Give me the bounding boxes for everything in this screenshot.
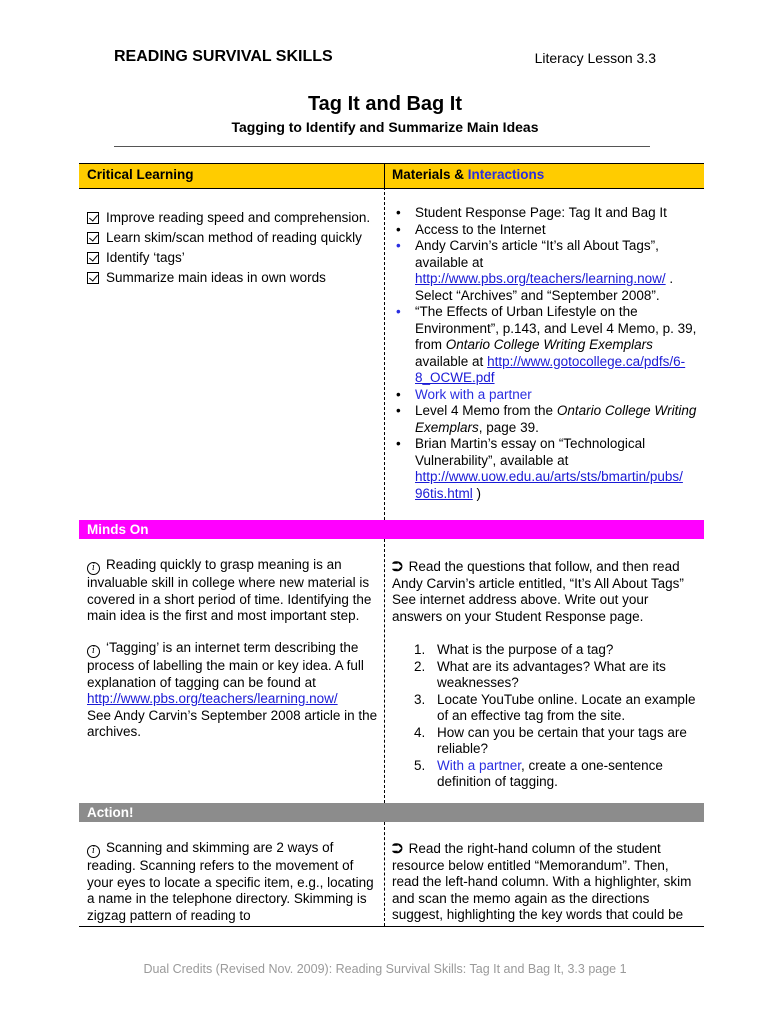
checked-box-icon <box>87 212 99 224</box>
materials-text: ) <box>472 485 482 501</box>
question-item <box>392 758 698 791</box>
uow-link-cont[interactable]: 96tis.html <box>415 485 473 501</box>
materials-text: , page 39. <box>478 419 539 435</box>
question-text: How can you be certain that your tags are reliable? <box>437 724 687 756</box>
materials-heading-prefix: Materials & <box>392 167 468 182</box>
checklist-text: Improve reading speed and comprehension. <box>106 210 371 225</box>
gotocollege-link-cont[interactable]: 8_OCWE.pdf <box>415 370 495 385</box>
minds-on-right <box>392 558 698 791</box>
materials-item <box>392 403 697 436</box>
critical-learning-list <box>87 210 382 290</box>
action-right <box>392 840 698 924</box>
action-heading: Action! <box>87 805 134 820</box>
curved-arrow-icon: ⮊ <box>392 840 403 856</box>
uow-link[interactable]: http://www.uow.edu.au/arts/sts/bmartin/pubs/ <box>415 469 683 484</box>
checklist-text: Learn skim/scan method of reading quickly <box>106 230 362 245</box>
question-number: 2. <box>414 658 426 674</box>
checklist-item <box>87 210 382 227</box>
materials-item <box>392 205 697 222</box>
materials-item <box>392 436 697 502</box>
paragraph-text: Scanning and skimming are 2 ways of reading. Scanning refers to the movement of your eyes to locate a specific item, e.g., locating a name in the telephone directory. Skimming is zigzag pattern of reading to <box>87 840 374 923</box>
question-text: What are its advantages? What are its weaknesses? <box>437 658 666 690</box>
paragraph-text: See Andy Carvin’s September 2008 article in the archives. <box>87 707 378 739</box>
bullet-icon: • <box>396 221 401 237</box>
bullet-icon: • <box>396 403 401 418</box>
question-number: 1. <box>414 642 426 657</box>
page-footer: Dual Credits (Revised Nov. 2009): Reading Survival Skills: Tag It and Bag It, 3.3 page 1 <box>143 962 627 976</box>
materials-item <box>392 238 697 304</box>
checklist-text: Summarize main ideas in own words <box>106 270 326 285</box>
book-title: Ontario College Writing Exemplars <box>445 337 653 352</box>
curved-arrow-icon: ⮊ <box>392 558 403 574</box>
critical-learning-band <box>79 163 704 189</box>
title-rule <box>114 146 650 147</box>
checked-box-icon <box>87 232 99 244</box>
minds-on-instruction <box>392 558 698 625</box>
materials-text: available at <box>415 353 488 369</box>
materials-item <box>392 387 697 404</box>
materials-text: Level 4 Memo from the <box>415 403 557 418</box>
checklist-item <box>87 250 382 267</box>
critical-learning-heading: Critical Learning <box>87 167 194 182</box>
question-number: 5. <box>414 757 426 773</box>
instruction-text: Read the questions that follow, and then read Andy Carvin’s article entitled, “It’s All About Tags” See internet address above. Write out your answers on your Student Response page. <box>392 559 684 624</box>
question-text: , create a one-sentence definition of tagging. <box>437 757 663 789</box>
question-number: 4. <box>414 724 426 740</box>
action-band <box>79 803 704 822</box>
with-a-partner: With a partner <box>437 757 522 773</box>
bullet-icon: • <box>396 238 401 253</box>
checked-box-icon <box>87 272 99 284</box>
page-subtitle: Tagging to Identify and Summarize Main Ideas <box>231 119 539 135</box>
question-item <box>392 642 698 659</box>
materials-item <box>392 304 697 387</box>
column-divider <box>384 822 385 926</box>
bullet-icon: • <box>396 205 401 220</box>
materials-text: Access to the Internet <box>415 221 546 237</box>
question-number: 3. <box>414 691 426 707</box>
question-item <box>392 692 698 725</box>
gotocollege-link[interactable]: http://www.gotocollege.ca/pdfs/6- <box>487 353 686 369</box>
course-title: READING SURVIVAL SKILLS <box>114 48 333 65</box>
materials-text: Andy Carvin’s article “It’s all About Tags”, available at <box>415 238 659 270</box>
info-icon: i <box>87 645 100 658</box>
action-left <box>87 840 380 924</box>
materials-text: “The Effects of Urban Lifestyle on the Environment”, p.143, and Level 4 Memo, p. 39, from <box>415 304 697 352</box>
question-item <box>392 659 698 692</box>
band-divider <box>384 164 385 188</box>
bullet-icon: • <box>396 386 401 402</box>
column-divider <box>384 539 385 803</box>
checklist-text: Identify ‘tags’ <box>106 250 185 265</box>
minds-on-heading: Minds On <box>87 522 149 537</box>
materials-heading <box>392 167 544 182</box>
paragraph-text: ‘Tagging’ is an internet term describing the process of labelling the main or key idea. A full explanation of tagging can be found at <box>87 640 364 690</box>
materials-list <box>392 205 697 502</box>
checked-box-icon <box>87 252 99 264</box>
bullet-icon: • <box>396 304 401 319</box>
paragraph-text: Reading quickly to grasp meaning is an invaluable skill in college where new material is covered in a short period of time. Identifying the main idea is the first and most important step. <box>87 557 372 623</box>
pbs-link[interactable]: http://www.pbs.org/teachers/learning.now/ <box>415 271 666 286</box>
column-divider <box>384 187 385 520</box>
book-title: Ontario College Writing Exemplars <box>415 403 697 435</box>
materials-text: . Select “Archives” and “September 2008”. <box>415 271 674 303</box>
minds-on-left-p1 <box>87 557 380 625</box>
work-with-partner: Work with a partner <box>415 386 532 402</box>
lesson-number: Literacy Lesson 3.3 <box>534 50 656 66</box>
table-bottom-rule <box>79 926 704 927</box>
materials-text: Brian Martin’s essay on “Technological Vulnerability”, available at <box>415 436 646 468</box>
minds-on-left-p2 <box>87 640 380 741</box>
pbs-link-2[interactable]: http://www.pbs.org/teachers/learning.now/ <box>87 691 338 706</box>
checklist-item <box>87 270 382 287</box>
question-text: Locate YouTube online. Locate an example of an effective tag from the site. <box>437 691 696 723</box>
info-icon: i <box>87 845 100 858</box>
bullet-icon: • <box>396 436 401 451</box>
page-title: Tag It and Bag It <box>307 93 463 115</box>
question-text: What is the purpose of a tag? <box>437 642 614 657</box>
instruction-text: Read the right-hand column of the student resource below entitled “Memorandum”. Then, read the left-hand column. With a highlighter, skim and scan the memo again as the directions suggest, highlighting the key words that could be <box>392 841 692 922</box>
interactions-heading: Interactions <box>467 167 545 182</box>
minds-on-band <box>79 520 704 539</box>
question-item <box>392 725 698 758</box>
question-list <box>392 642 698 791</box>
checklist-item <box>87 230 382 247</box>
materials-item <box>392 222 697 239</box>
materials-text: Student Response Page: Tag It and Bag It <box>415 205 667 220</box>
info-icon: i <box>87 562 100 575</box>
